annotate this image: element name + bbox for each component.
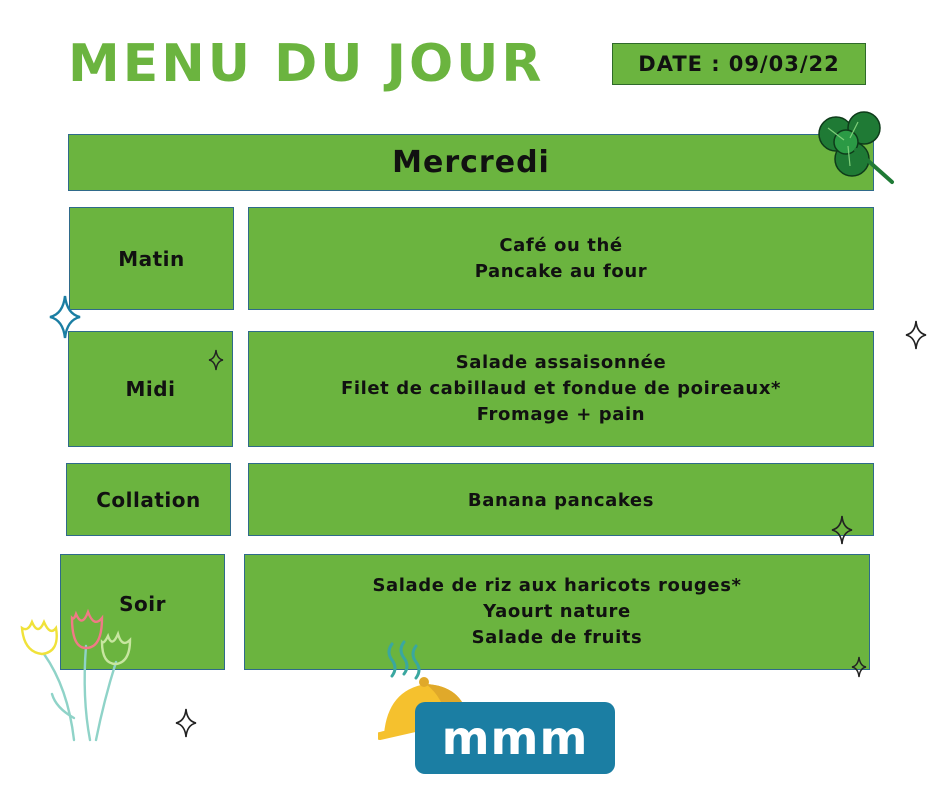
meal-item: Pancake au four	[474, 260, 648, 282]
meal-item: Filet de cabillaud et fondue de poireaux*	[340, 378, 782, 399]
sparkle-icon	[831, 515, 853, 545]
date-box	[612, 43, 866, 85]
meal-content-midi	[248, 331, 874, 447]
meal-label-midi: Midi	[68, 331, 233, 447]
date-value: 09/03/22	[728, 52, 840, 76]
logo-text: mmm	[441, 711, 589, 765]
meal-label-matin: Matin	[69, 207, 234, 310]
meal-item: Salade de fruits	[471, 627, 643, 648]
sparkle-icon	[851, 656, 867, 678]
sparkle-icon	[175, 708, 197, 738]
page-title: MENU DU JOUR	[68, 34, 545, 94]
meal-item: Salade de riz aux haricots rouges*	[372, 575, 742, 596]
brand-logo	[415, 702, 615, 774]
date-label: DATE :	[638, 52, 721, 76]
meal-label-soir: Soir	[60, 554, 225, 670]
clover-icon	[806, 104, 900, 190]
day-banner	[68, 134, 874, 191]
meal-content-soir	[244, 554, 870, 670]
meal-item: Fromage + pain	[476, 404, 646, 425]
tulip-icon	[16, 608, 136, 744]
sparkle-icon	[905, 320, 927, 350]
day-name: Mercredi	[392, 145, 550, 180]
meal-content-matin	[248, 207, 874, 310]
meal-item: Café ou thé	[499, 234, 623, 256]
sparkle-icon	[208, 349, 224, 371]
meal-item: Yaourt nature	[483, 601, 631, 622]
meal-content-collation	[248, 463, 874, 536]
meal-item: Salade assaisonnée	[455, 352, 667, 373]
meal-item: Banana pancakes	[467, 490, 655, 511]
meal-label-collation: Collation	[66, 463, 231, 536]
sparkle-icon	[48, 294, 82, 340]
